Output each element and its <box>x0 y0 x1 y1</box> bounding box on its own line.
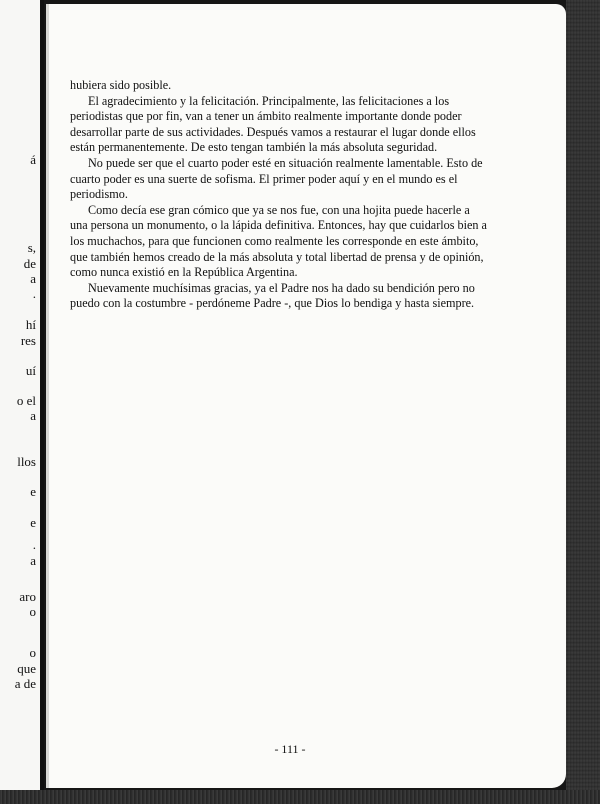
paragraph <box>70 156 500 203</box>
text-line: que también hemos creado de la más absoluta y total libertad de prensa y de opinión, <box>70 249 484 264</box>
facing-page-fragment: o <box>29 645 36 660</box>
facing-page-fragment: a <box>30 408 36 423</box>
paragraph <box>70 203 500 281</box>
text-line: están permanentemente. De esto tengan también la más absoluta seguridad. <box>70 140 438 155</box>
text-line: como nunca existió en la República Argentina. <box>70 265 298 280</box>
facing-page-fragment: a <box>30 271 36 286</box>
facing-page-fragment: e <box>30 484 36 499</box>
facing-page-fragment: aro <box>19 589 36 604</box>
facing-page-fragment: llos <box>17 454 36 469</box>
paragraph <box>70 94 500 156</box>
facing-page-fragment: que <box>17 661 36 676</box>
facing-page-fragment: o el <box>16 393 36 408</box>
text-line: periodismo. <box>70 187 128 202</box>
paragraph <box>70 281 500 312</box>
facing-page-fragment: a <box>30 553 36 568</box>
page-number: - 111 - <box>274 742 306 756</box>
facing-page-fragment: . <box>32 537 36 552</box>
facing-page-fragment: . <box>32 286 36 301</box>
text-line: No puede ser que el cuarto poder esté en situación realmente lamentable. Esto de <box>88 155 483 170</box>
scan-edge-right <box>566 0 600 804</box>
text-line: El agradecimiento y la felicitación. Principalmente, las felicitaciones a los <box>88 93 450 108</box>
text-line: hubiera sido posible. <box>70 78 172 92</box>
facing-page-fragment: o <box>29 604 36 619</box>
text-line: una persona un monumento, o la lápida definitiva. Entonces, hay que cuidarlos bien a <box>70 218 487 233</box>
facing-page-fragment: a de <box>14 676 36 691</box>
facing-page-fragment: res <box>20 333 36 348</box>
book-page <box>46 4 566 788</box>
facing-page-fragment: e <box>30 515 36 530</box>
facing-page-fragment: hí <box>25 317 36 332</box>
facing-page-left <box>0 0 44 790</box>
paragraph <box>70 78 500 94</box>
facing-page-fragment: uí <box>25 363 36 378</box>
text-line: Como decía ese gran cómico que ya se nos fue, con una hojita puede hacerle a <box>88 202 470 217</box>
text-line: Nuevamente muchísimas gracias, ya el Padre nos ha dado su bendición pero no <box>88 280 475 295</box>
facing-page-fragment: s, <box>27 240 36 255</box>
text-line: desarrollar parte de sus actividades. Después vamos a restaurar el lugar donde ellos <box>70 124 476 139</box>
text-line: los muchachos, para que funcionen como realmente les corresponde en este ámbito, <box>70 233 479 248</box>
text-line: cuarto poder es una suerte de sofisma. El primer poder aquí y en el mundo es el <box>70 171 458 186</box>
text-line: puedo con la costumbre - perdóneme Padre -, que Dios lo bendiga y hasta siempre. <box>70 296 475 311</box>
facing-page-fragment: de <box>23 256 36 271</box>
facing-page-fragment: á <box>30 152 36 167</box>
text-line: periodistas que por fin, van a tener un ámbito realmente importante donde poder <box>70 109 462 124</box>
scan-edge-bottom <box>0 790 600 804</box>
page-body-text <box>70 78 500 312</box>
